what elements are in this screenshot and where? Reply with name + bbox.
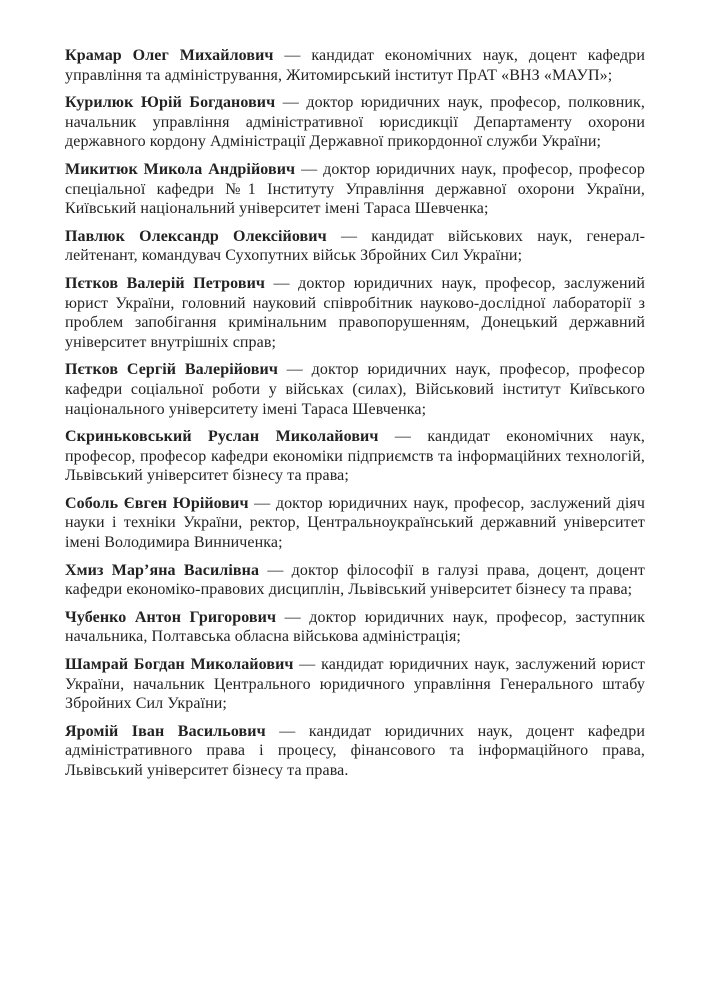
board-member-entry	[65, 360, 645, 419]
board-member-entry	[65, 274, 645, 352]
member-name: Чубенко Антон Григорович	[65, 608, 277, 626]
member-name: Яромій Іван Васильович	[65, 722, 266, 740]
member-description: — доктор юридичних наук, професор, заслужений юрист України, головний науковий співробітник науково-дослідної лабораторії з проблем запобігання кримінальним правопорушенням, Донецький державний університет внутрішніх справ;	[65, 274, 645, 351]
member-name: Курилюк Юрій Богданович	[65, 94, 276, 112]
member-name: Микитюк Микола Андрійович	[65, 160, 296, 178]
member-name: Павлюк Олександр Олексійович	[65, 227, 327, 245]
board-member-entry	[65, 160, 645, 219]
member-description: — доктор юридичних наук, професор, заслужений діяч науки і техніки України, ректор, Центральноукраїнський державний університет імені Володимира Винниченка;	[65, 494, 645, 552]
board-member-entry	[65, 227, 645, 266]
board-member-entry	[65, 561, 645, 600]
member-description: — кандидат військових наук, генерал-лейтенант, командувач Сухопутних військ Збройних Сил України;	[65, 227, 645, 265]
board-member-entry	[65, 722, 645, 781]
member-name: Пєтков Сергій Валерійович	[65, 361, 278, 379]
member-description: — доктор юридичних наук, професор, полковник, начальник управління адміністративної юрисдикції Департаменту охорони державного кордону Адміністрації Державної прикордонної служби України;	[65, 94, 645, 151]
member-name: Пєтков Валерій Петрович	[65, 274, 266, 292]
member-name: Шамрай Богдан Миколайович	[65, 656, 294, 674]
board-member-entry	[65, 608, 645, 647]
board-member-entry	[65, 494, 645, 553]
member-description: — доктор юридичних наук, професор, заступник начальника, Полтавська обласна військова адміністрація;	[65, 608, 646, 646]
member-description: — доктор філософії в галузі права, доцент, доцент кафедри економіко-правових дисциплін, Львівський університет бізнесу та права;	[65, 561, 646, 599]
member-name: Скриньковський Руслан Миколайович	[65, 428, 379, 446]
board-member-entry	[65, 655, 645, 714]
member-name: Крамар Олег Михайлович	[65, 47, 274, 64]
member-name: Хмиз Мар’яна Василівна	[65, 561, 260, 579]
board-member-entry	[65, 46, 645, 85]
member-description: — доктор юридичних наук, професор, професор спеціальної кафедри №1 Інституту Управління державної охорони України, Київський національний університет імені Тараса Шевченка;	[65, 160, 645, 218]
member-description: — кандидат юридичних наук, доцент кафедри адміністративного права і процесу, фінансового та інформаційного права, Львівський університет бізнесу та права.	[65, 722, 645, 779]
board-member-entry	[65, 93, 645, 152]
member-description: — кандидат юридичних наук, заслужений юрист України, начальник Центрального юридичного управління Генерального штабу Збройних Сил України;	[65, 656, 645, 713]
board-member-entry	[65, 427, 645, 486]
member-description: — кандидат економічних наук, професор, професор кафедри економіки підприємств та інформаційних технологій, Львівський університет бізнесу та права;	[65, 428, 645, 485]
member-name: Соболь Євген Юрійович	[65, 494, 249, 512]
member-description: — кандидат економічних наук, доцент кафедри управління та адміністрування, Житомирський інститут ПрАТ «ВНЗ «МАУП»;	[65, 47, 646, 84]
member-description: — доктор юридичних наук, професор, професор кафедри соціальної роботи у військах (силах), Військовий інститут Київського національного університету імені Тараса Шевченка;	[65, 361, 645, 418]
